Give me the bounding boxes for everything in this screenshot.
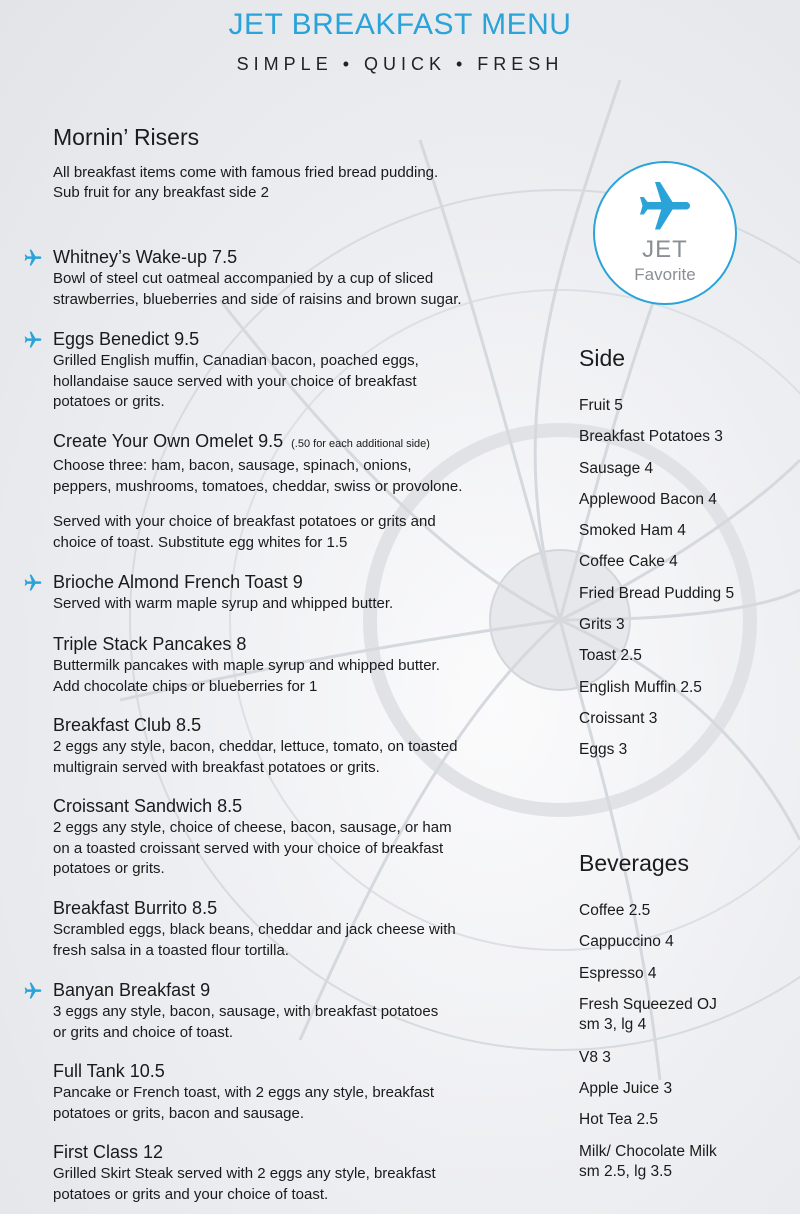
menu-item-desc: Scrambled eggs, black beans, cheddar and jack cheese with [53,921,456,938]
beverage-item: Apple Juice 3 [579,1080,673,1098]
beverage-label: Fresh Squeezed OJ [579,995,717,1013]
side-item: Grits 3 [579,616,625,634]
favorite-airplane-icon [23,330,43,350]
menu-item-name: Full Tank 10.5 [53,1061,165,1081]
menu-item-desc: Grilled Skirt Steak served with 2 eggs any style, breakfast [53,1165,436,1182]
beverage-item: V8 3 [579,1048,611,1066]
beverage-list [579,901,789,1195]
badge-title: JET [642,236,688,263]
side-item: Smoked Ham 4 [579,522,686,540]
menu-item-desc: Choose three: ham, bacon, sausage, spinach, onions, [53,457,412,474]
menu-item [53,897,553,961]
menu-item-desc: 3 eggs any style, bacon, sausage, with breakfast potatoes [53,1003,439,1020]
side-item: Fruit 5 [579,397,623,414]
menu-item-name: Eggs Benedict 9.5 [53,329,200,349]
favorite-airplane-icon [23,573,43,593]
menu-item [53,246,553,310]
menu-item-name: Triple Stack Pancakes 8 [53,634,247,654]
jet-favorite-badge [593,161,737,305]
menu-item-desc: Grilled English muffin, Canadian bacon, poached eggs, [53,352,419,369]
menu-item-desc: hollandaise sauce served with your choice of breakfast [53,372,417,390]
side-item: Fried Bread Pudding 5 [579,584,735,602]
favorite-airplane-icon [23,981,43,1001]
menu-item-desc: Add chocolate chips or blueberries for 1 [53,677,318,695]
menu-item [53,1060,553,1124]
menu-item-name: Croissant Sandwich 8.5 [53,796,243,816]
menu-item-desc: Served with warm maple syrup and whipped butter. [53,595,394,612]
section-intro [53,163,553,203]
menu-item-desc: potatoes or grits and your choice of toast. [53,1185,329,1203]
menu-item-desc: 2 eggs any style, bacon, cheddar, lettuce, tomato, on toasted [53,738,458,755]
menu-title: JET BREAKFAST MENU [228,8,572,41]
menu-item-desc: 2 eggs any style, choice of cheese, bacon, sausage, or ham [53,819,452,836]
omelet-extra-note [53,512,553,553]
menu-item-name: Create Your Own Omelet 9.5 [53,431,284,451]
menu-item-desc: Buttermilk pancakes with maple syrup and whipped butter. [53,657,440,674]
side-item: English Muffin 2.5 [579,678,702,696]
menu-item-desc: on a toasted croissant served with your choice of breakfast [53,839,444,857]
note-line: choice of toast. Substitute egg whites for 1.5 [53,533,348,551]
menu-item-desc: potatoes or grits, bacon and sausage. [53,1104,305,1122]
section-title-side: Side [579,345,626,371]
intro-line: All breakfast items come with famous fried bread pudding. [53,164,439,181]
menu-item [53,1141,553,1205]
menu-item-name: First Class 12 [53,1142,164,1162]
badge-subtitle: Favorite [634,265,696,284]
menu-item-name: Breakfast Club 8.5 [53,715,202,735]
beverage-item: Hot Tea 2.5 [579,1111,658,1129]
menu-item-note: (.50 for each additional side) [291,438,430,450]
menu-item-desc: potatoes or grits. [53,860,165,877]
menu-item-name: Breakfast Burrito 8.5 [53,898,218,918]
menu-item [53,714,553,778]
menu-item-desc: Bowl of steel cut oatmeal accompanied by a cup of sliced [53,270,434,287]
menu-item-desc: strawberries, blueberries and side of raisins and brown sugar. [53,290,462,308]
menu-item [53,328,553,413]
menu-item-name: Whitney’s Wake-up 7.5 [53,247,238,267]
side-item: Croissant 3 [579,709,658,727]
menu-item [53,571,553,615]
side-item: Breakfast Potatoes 3 [579,428,723,446]
beverage-item: Espresso 4 [579,964,657,982]
side-item: Applewood Bacon 4 [579,490,717,508]
side-item: Eggs 3 [579,741,628,759]
beverage-item [579,995,789,1048]
beverage-item [579,1142,789,1195]
menu-item-desc: Pancake or French toast, with 2 eggs any style, breakfast [53,1084,435,1101]
menu-item-desc: potatoes or grits. [53,393,165,410]
menu-item-desc: multigrain served with breakfast potatoes or grits. [53,758,380,776]
favorite-airplane-icon [23,248,43,268]
beverage-item: Cappuccino 4 [579,933,674,951]
side-item: Coffee Cake 4 [579,553,678,571]
beverage-sizes: sm 3, lg 4 [579,1015,647,1033]
note-line: Served with your choice of breakfast potatoes or grits and [53,513,436,530]
menu-item-desc: or grits and choice of toast. [53,1023,234,1041]
menu-tagline: SIMPLE • QUICK • FRESH [236,54,564,74]
menu-item [53,430,553,497]
menu-item-name: Brioche Almond French Toast 9 [53,572,303,592]
menu-item [53,795,553,880]
menu-item [53,633,553,697]
side-list [579,396,789,772]
airplane-icon [635,177,695,237]
beverage-label: Milk/ Chocolate Milk [579,1142,717,1160]
side-item: Sausage 4 [579,459,654,477]
beverage-item: Coffee 2.5 [579,902,651,919]
side-item: Toast 2.5 [579,647,642,665]
section-title-mornin-risers: Mornin’ Risers [53,124,200,150]
menu-item-desc: fresh salsa in a toasted flour tortilla. [53,941,289,959]
beverage-sizes: sm 2.5, lg 3.5 [579,1162,673,1180]
section-title-beverages: Beverages [579,850,689,876]
menu-item [53,979,553,1043]
intro-line: Sub fruit for any breakfast side 2 [53,184,269,201]
menu-item-name: Banyan Breakfast 9 [53,980,211,1000]
menu-item-desc: peppers, mushrooms, tomatoes, cheddar, swiss or provolone. [53,477,463,495]
